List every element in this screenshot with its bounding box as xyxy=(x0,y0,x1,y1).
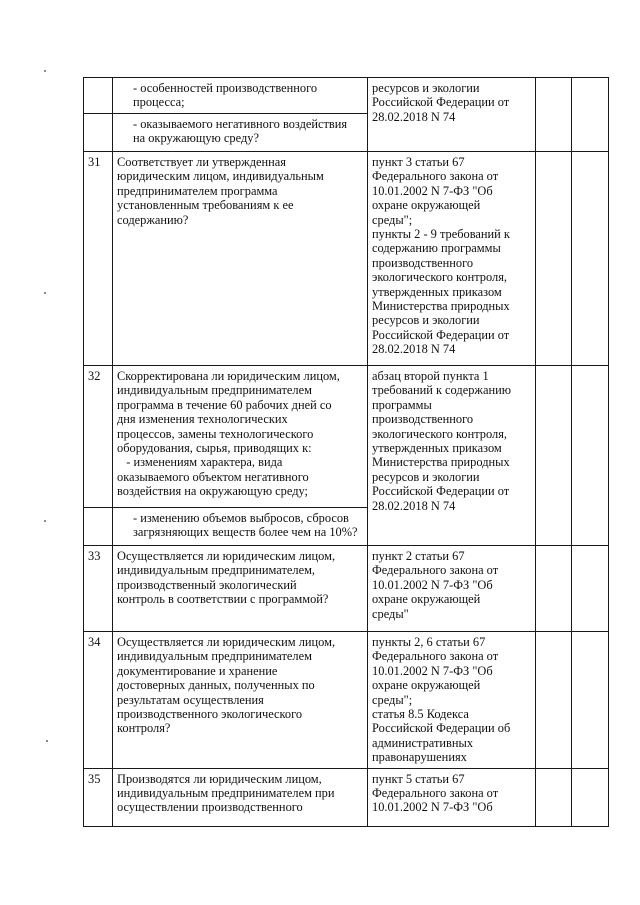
reference-line: экологического контроля, xyxy=(372,270,508,285)
question-line: процессов, замены технологического xyxy=(117,426,314,441)
scan-speck xyxy=(44,70,46,72)
question-line: установленным требованиям к ее xyxy=(117,198,294,213)
reference-line: 10.01.2002 N 7-ФЗ "Об xyxy=(372,183,493,198)
question-line: - особенностей производственного xyxy=(133,81,318,95)
row-number: 32 xyxy=(84,366,113,508)
row-number: 33 xyxy=(84,546,113,632)
reference-line: Федерального закона от xyxy=(372,786,499,801)
reference-cell xyxy=(368,768,536,826)
question-line: процесса; xyxy=(133,95,185,110)
comment-cell[interactable] xyxy=(572,546,609,632)
question-cell xyxy=(113,632,368,769)
table-row xyxy=(84,152,609,366)
reference-line: Министерства природных xyxy=(372,455,510,470)
question-cell xyxy=(113,768,368,826)
reference-line: производственного xyxy=(372,255,474,270)
table-row xyxy=(84,78,609,114)
reference-line: Федерального закона от xyxy=(372,169,499,184)
checklist-table xyxy=(83,77,609,827)
reference-line: Российской Федерации от xyxy=(372,484,510,499)
answer-cell[interactable] xyxy=(536,546,572,632)
reference-line: утвержденных приказом xyxy=(372,441,502,456)
reference-line: экологического контроля, xyxy=(372,426,508,441)
question-line: производственный экологический xyxy=(117,577,297,592)
question-line: Соответствует ли утвержденная xyxy=(117,155,286,169)
reference-line: пункт 5 статьи 67 xyxy=(372,771,465,786)
question-line: Производятся ли юридическим лицом, xyxy=(117,771,322,786)
reference-line: среды"; xyxy=(372,692,413,707)
table-row xyxy=(84,366,609,508)
table-row xyxy=(84,632,609,769)
reference-line: Федерального закона от xyxy=(372,649,499,664)
question-line: оборудования, сырья, приводящих к: xyxy=(117,441,312,456)
comment-cell[interactable] xyxy=(572,78,609,152)
comment-cell[interactable] xyxy=(572,366,609,546)
reference-line: статья 8.5 Кодекса xyxy=(372,707,469,722)
answer-cell[interactable] xyxy=(536,632,572,769)
answer-cell[interactable] xyxy=(536,152,572,366)
reference-line: административных xyxy=(372,735,474,750)
row-number: 34 xyxy=(84,632,113,769)
reference-line: содержанию программы xyxy=(372,241,501,256)
reference-line: среды" xyxy=(372,606,409,621)
reference-line: требований к содержанию xyxy=(372,383,511,398)
table-row xyxy=(84,768,609,826)
question-line: дня изменения технологических xyxy=(117,412,288,427)
question-line: воздействия на окружающую среду; xyxy=(117,484,308,499)
reference-line: ресурсов и экологии xyxy=(372,313,480,328)
comment-cell[interactable] xyxy=(572,152,609,366)
reference-line: 28.02.2018 N 74 xyxy=(372,498,456,513)
question-line: оказываемого объектом негативного xyxy=(117,469,309,484)
question-line: производственного экологического xyxy=(117,707,303,722)
reference-line: Федерального закона от xyxy=(372,563,499,578)
reference-line: абзац второй пункта 1 xyxy=(372,369,489,383)
question-line: контроль в соответствии с программой? xyxy=(117,592,329,607)
reference-line: утвержденных приказом xyxy=(372,284,502,299)
question-line: программа в течение 60 рабочих дней со xyxy=(117,397,332,412)
reference-line: 28.02.2018 N 74 xyxy=(372,109,456,124)
reference-cell xyxy=(368,546,536,632)
reference-line: ресурсов и экологии xyxy=(372,81,480,95)
scan-speck xyxy=(44,292,46,294)
reference-line: производственного xyxy=(372,412,474,427)
answer-cell[interactable] xyxy=(536,366,572,546)
question-line: - изменениям характера, вида xyxy=(117,455,283,470)
reference-line: охране окружающей xyxy=(372,198,481,213)
question-line: контроля? xyxy=(117,721,171,736)
reference-cell xyxy=(368,78,536,152)
table-row xyxy=(84,546,609,632)
scan-speck xyxy=(44,520,46,522)
reference-line: пункты 2 - 9 требований к xyxy=(372,227,510,242)
reference-line: Министерства природных xyxy=(372,299,510,314)
scan-speck xyxy=(46,740,48,742)
comment-cell[interactable] xyxy=(572,768,609,826)
question-line: индивидуальным предпринимателем xyxy=(117,383,312,398)
row-number xyxy=(84,78,113,114)
reference-line: Российской Федерации от xyxy=(372,327,510,342)
reference-line: ресурсов и экологии xyxy=(372,469,480,484)
answer-cell[interactable] xyxy=(536,78,572,152)
question-cell xyxy=(113,546,368,632)
row-number: 31 xyxy=(84,152,113,366)
question-line: Осуществляется ли юридическим лицом, xyxy=(117,549,336,563)
row-number xyxy=(84,114,113,152)
comment-cell[interactable] xyxy=(572,632,609,769)
reference-cell xyxy=(368,366,536,546)
reference-line: Российской Федерации от xyxy=(372,95,510,110)
question-cell xyxy=(113,152,368,366)
question-line: загрязняющих веществ более чем на 10%? xyxy=(133,525,358,540)
question-cell xyxy=(113,366,368,508)
row-number xyxy=(84,508,113,546)
question-line: индивидуальным предпринимателем, xyxy=(117,563,316,578)
reference-line: программы xyxy=(372,397,432,412)
reference-line: пункты 2, 6 статьи 67 xyxy=(372,635,486,649)
reference-line: Российской Федерации об xyxy=(372,721,511,736)
reference-line: охране окружающей xyxy=(372,592,481,607)
reference-line: 28.02.2018 N 74 xyxy=(372,342,456,357)
question-cell xyxy=(113,114,368,152)
question-line: - оказываемого негативного воздействия xyxy=(133,117,348,131)
question-cell xyxy=(113,78,368,114)
reference-line: пункт 3 статьи 67 xyxy=(372,155,465,169)
question-line: достоверных данных, полученных по xyxy=(117,678,315,693)
answer-cell[interactable] xyxy=(536,768,572,826)
reference-line: правонарушениях xyxy=(372,750,467,765)
reference-cell xyxy=(368,152,536,366)
row-number: 35 xyxy=(84,768,113,826)
question-line: документирование и хранение xyxy=(117,663,278,678)
question-line: юридическим лицом, индивидуальным xyxy=(117,169,324,184)
reference-line: 10.01.2002 N 7-ФЗ "Об xyxy=(372,800,493,815)
question-line: индивидуальным предпринимателем при xyxy=(117,786,335,801)
question-line: индивидуальным предпринимателем xyxy=(117,649,312,664)
question-line: Осуществляется ли юридическим лицом, xyxy=(117,635,336,649)
question-line: содержанию? xyxy=(117,212,189,227)
question-cell xyxy=(113,508,368,546)
reference-line: среды"; xyxy=(372,212,413,227)
reference-line: пункт 2 статьи 67 xyxy=(372,549,465,563)
question-line: осуществлении производственного xyxy=(117,800,303,815)
reference-cell xyxy=(368,632,536,769)
question-line: Скорректирована ли юридическим лицом, xyxy=(117,369,340,383)
question-line: - изменению объемов выбросов, сбросов xyxy=(133,511,349,525)
reference-line: 10.01.2002 N 7-ФЗ "Об xyxy=(372,577,493,592)
question-line: предпринимателем программа xyxy=(117,183,278,198)
question-line: результатам осуществления xyxy=(117,692,264,707)
reference-line: 10.01.2002 N 7-ФЗ "Об xyxy=(372,663,493,678)
reference-line: охране окружающей xyxy=(372,678,481,693)
question-line: на окружающую среду? xyxy=(133,131,259,146)
